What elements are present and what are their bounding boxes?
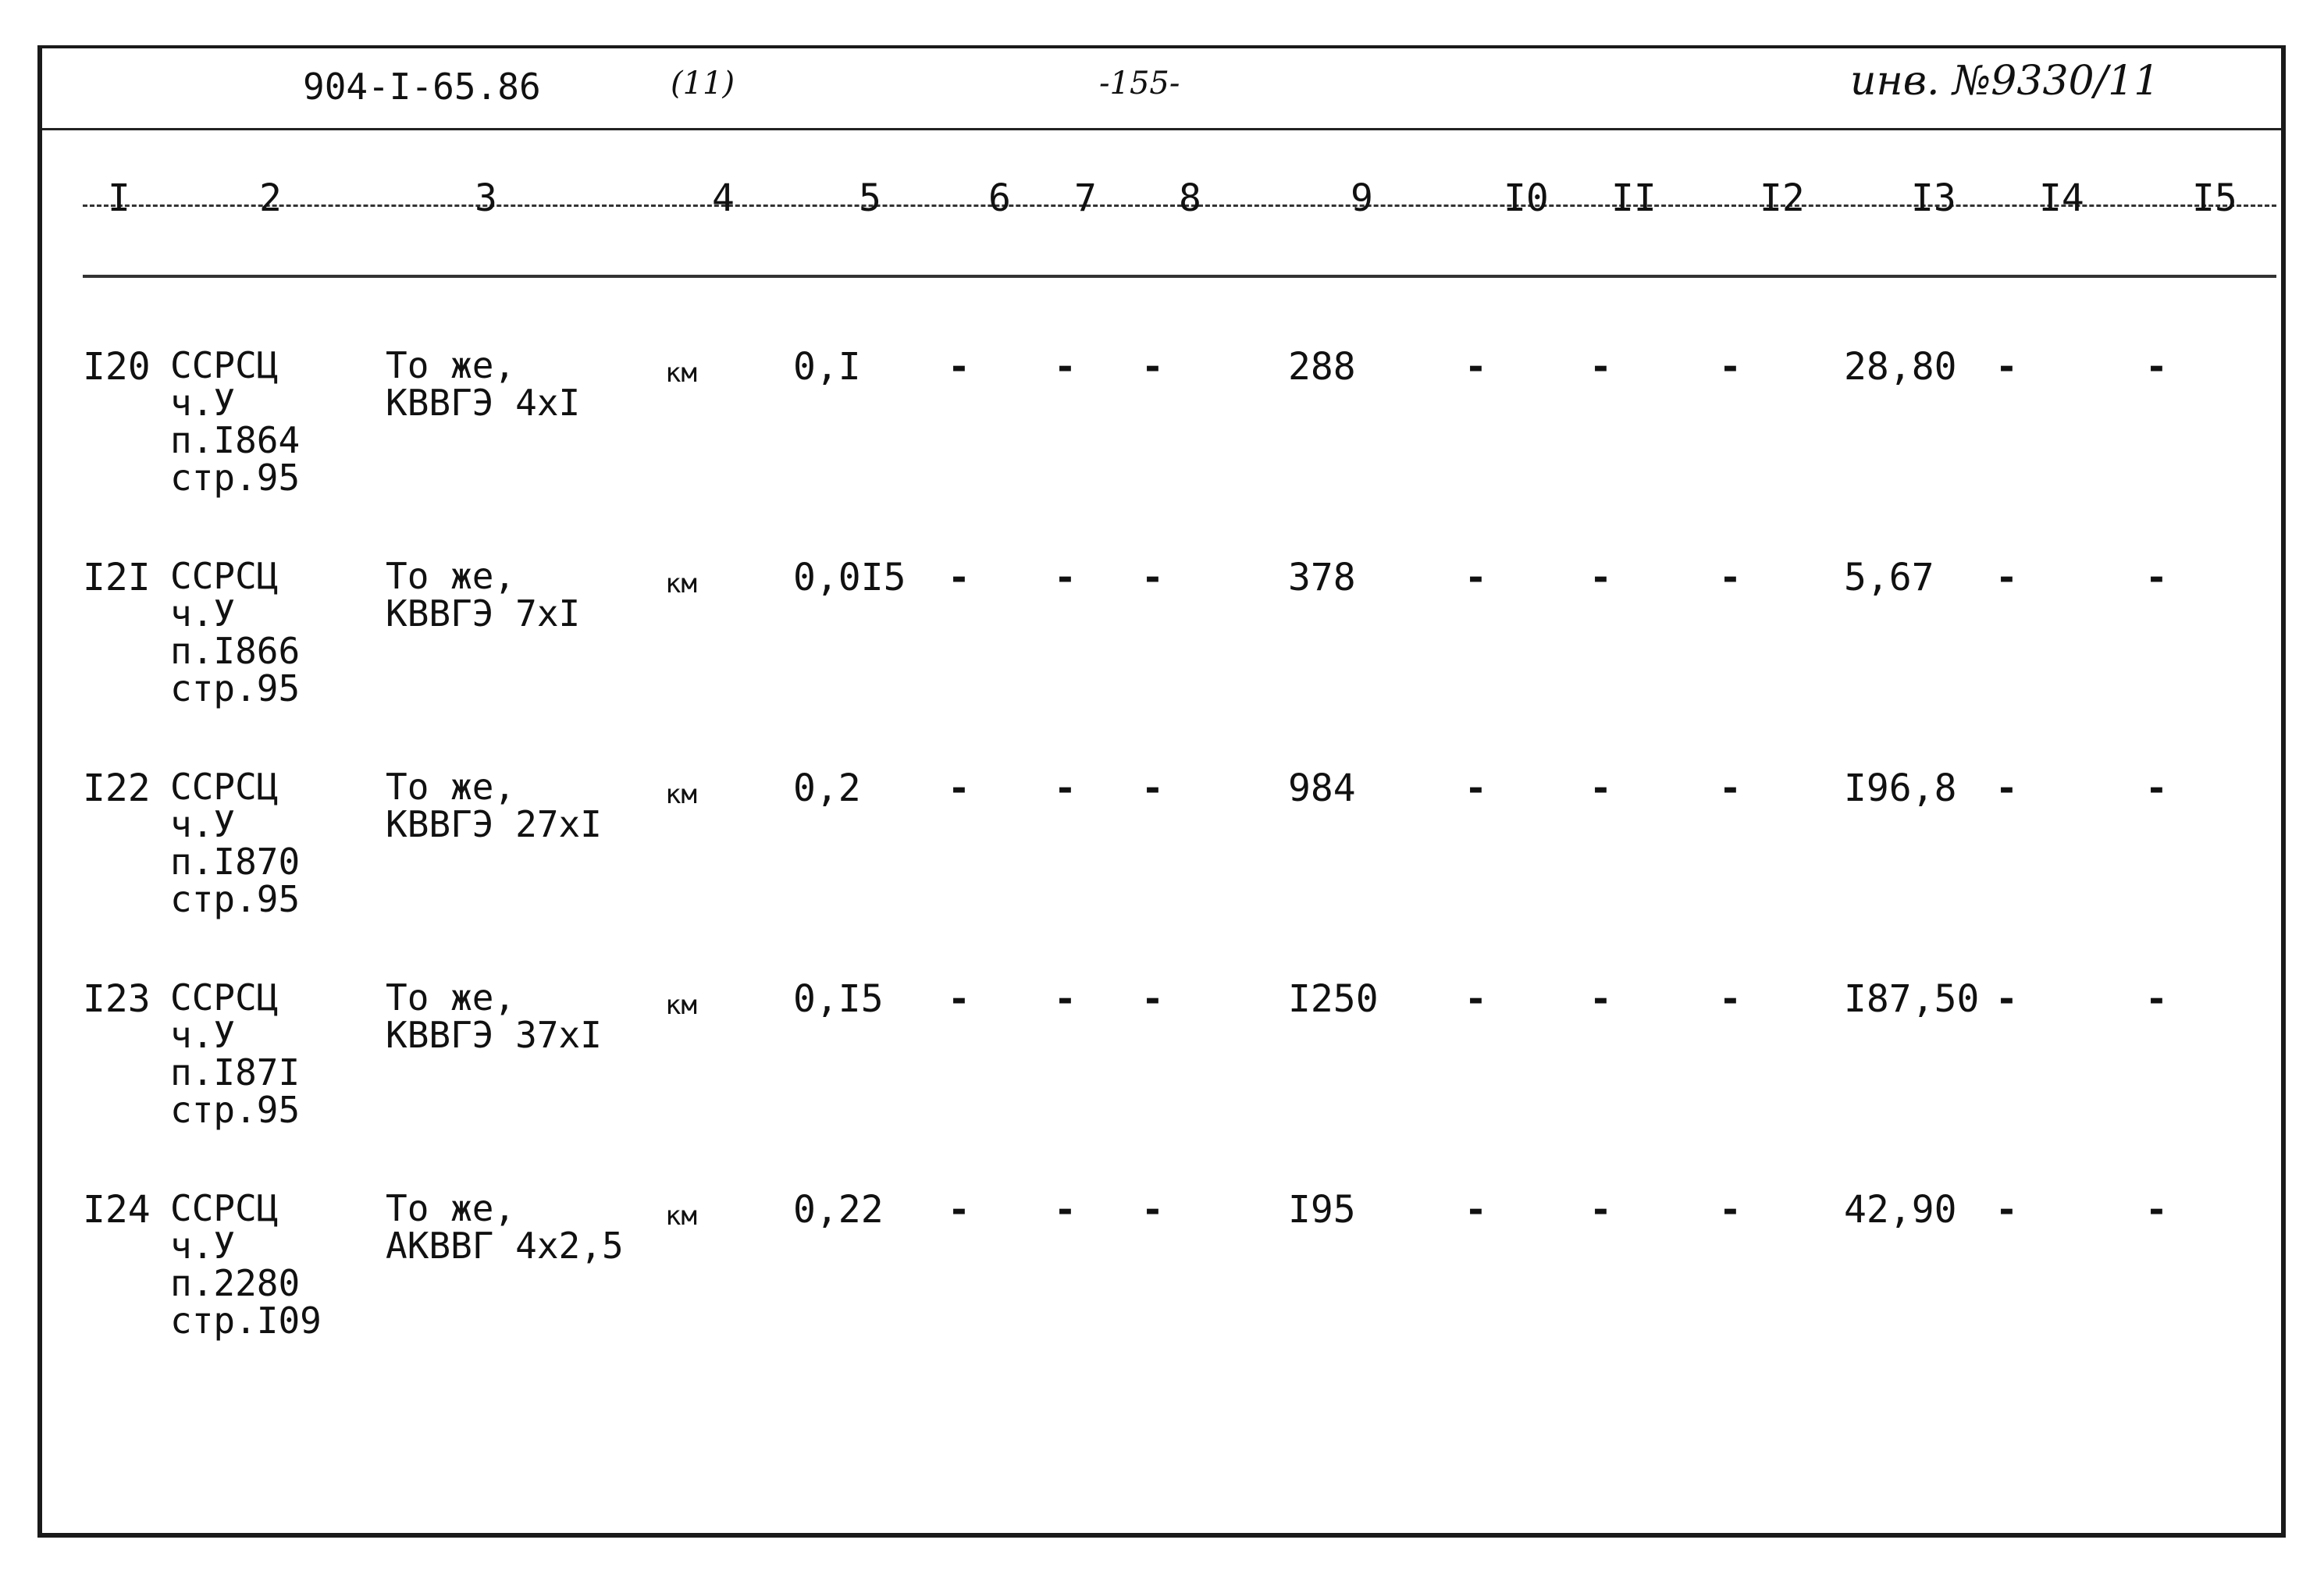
row-col-8: - xyxy=(1141,977,1164,1021)
row-unit: км xyxy=(665,1200,697,1232)
row-source: ССРСЦ ч.У п.I866 стр.95 xyxy=(170,555,301,709)
column-header-5: 5 xyxy=(859,176,881,220)
row-col-10: - xyxy=(1465,345,1487,389)
column-header-14: I4 xyxy=(2039,176,2084,220)
row-unit: км xyxy=(665,779,697,810)
row-col-6: - xyxy=(948,556,970,599)
row-col-14: - xyxy=(1995,345,2018,389)
row-number: I24 xyxy=(83,1188,151,1232)
row-unit-price: 288 xyxy=(1288,345,1356,389)
row-total: 28,80 xyxy=(1844,345,1957,389)
stamp-row xyxy=(42,48,2281,130)
row-col-11: - xyxy=(1589,1188,1612,1232)
row-unit: км xyxy=(665,357,697,389)
column-header-2: 2 xyxy=(259,176,282,220)
row-unit-price: I250 xyxy=(1288,977,1379,1021)
column-header-8: 8 xyxy=(1179,176,1201,220)
copy-number: (11) xyxy=(671,66,735,101)
column-header-7: 7 xyxy=(1074,176,1097,220)
row-source: ССРСЦ ч.У п.I87I стр.95 xyxy=(170,976,301,1131)
row-unit-price: 378 xyxy=(1288,556,1356,599)
row-col-6: - xyxy=(948,977,970,1021)
column-header-11: II xyxy=(1611,176,1657,220)
column-header-15: I5 xyxy=(2192,176,2237,220)
row-quantity: 0,0I5 xyxy=(793,556,906,599)
row-unit-price: I95 xyxy=(1288,1188,1356,1232)
row-number: I22 xyxy=(83,766,151,810)
row-material: То же, КВВГЭ 37хI xyxy=(386,976,602,1056)
row-material: То же, АКВВГ 4х2,5 xyxy=(386,1187,624,1267)
column-header-4: 4 xyxy=(712,176,735,220)
row-col-12: - xyxy=(1719,556,1742,599)
row-col-15: - xyxy=(2145,345,2168,389)
row-col-6: - xyxy=(948,345,970,389)
sheet-code: 904-I-65.86 xyxy=(303,66,541,108)
row-total: 5,67 xyxy=(1844,556,1934,599)
row-source: ССРСЦ ч.У п.I864 стр.95 xyxy=(170,344,301,499)
row-col-14: - xyxy=(1995,766,2018,810)
column-header-6: 6 xyxy=(988,176,1011,220)
row-unit: км xyxy=(665,990,697,1021)
row-col-7: - xyxy=(1054,1188,1077,1232)
row-quantity: 0,I xyxy=(793,345,861,389)
column-header-13: I3 xyxy=(1911,176,1956,220)
row-col-12: - xyxy=(1719,766,1742,810)
row-col-6: - xyxy=(948,1188,970,1232)
row-number: I2I xyxy=(83,556,151,599)
row-quantity: 0,I5 xyxy=(793,977,884,1021)
row-col-10: - xyxy=(1465,977,1487,1021)
row-material: То же, КВВГЭ 7хI xyxy=(386,555,581,635)
inventory-number: инв. №9330/11 xyxy=(1850,58,2160,105)
row-material: То же, КВВГЭ 27хI xyxy=(386,766,602,845)
row-col-6: - xyxy=(948,766,970,810)
row-col-8: - xyxy=(1141,1188,1164,1232)
row-total: I87,50 xyxy=(1844,977,1980,1021)
row-col-11: - xyxy=(1589,556,1612,599)
row-col-7: - xyxy=(1054,556,1077,599)
page-number: -155- xyxy=(1099,66,1180,101)
row-col-15: - xyxy=(2145,556,2168,599)
row-unit-price: 984 xyxy=(1288,766,1356,810)
column-header-3: 3 xyxy=(475,176,497,220)
row-total: 42,90 xyxy=(1844,1188,1957,1232)
row-material: То же, КВВГЭ 4хI xyxy=(386,344,581,424)
row-number: I23 xyxy=(83,977,151,1021)
row-col-8: - xyxy=(1141,345,1164,389)
row-col-12: - xyxy=(1719,977,1742,1021)
row-col-14: - xyxy=(1995,977,2018,1021)
row-col-12: - xyxy=(1719,1188,1742,1232)
header-bottom-rule xyxy=(83,275,2276,278)
column-header-9: 9 xyxy=(1351,176,1373,220)
row-col-11: - xyxy=(1589,766,1612,810)
row-col-8: - xyxy=(1141,556,1164,599)
row-quantity: 0,2 xyxy=(793,766,861,810)
row-number: I20 xyxy=(83,345,151,389)
row-col-7: - xyxy=(1054,345,1077,389)
row-total: I96,8 xyxy=(1844,766,1957,810)
row-quantity: 0,22 xyxy=(793,1188,884,1232)
row-col-11: - xyxy=(1589,345,1612,389)
row-col-10: - xyxy=(1465,556,1487,599)
row-unit: км xyxy=(665,568,697,599)
row-col-7: - xyxy=(1054,977,1077,1021)
row-col-10: - xyxy=(1465,1188,1487,1232)
row-col-11: - xyxy=(1589,977,1612,1021)
row-col-8: - xyxy=(1141,766,1164,810)
column-header-12: I2 xyxy=(1760,176,1805,220)
row-col-14: - xyxy=(1995,556,2018,599)
row-source: ССРСЦ ч.У п.2280 стр.I09 xyxy=(170,1187,322,1342)
row-source: ССРСЦ ч.У п.I870 стр.95 xyxy=(170,766,301,920)
row-col-12: - xyxy=(1719,345,1742,389)
row-col-15: - xyxy=(2145,977,2168,1021)
row-col-15: - xyxy=(2145,766,2168,810)
row-col-15: - xyxy=(2145,1188,2168,1232)
row-col-14: - xyxy=(1995,1188,2018,1232)
row-col-10: - xyxy=(1465,766,1487,810)
column-header-1: I xyxy=(108,176,130,220)
column-header-10: I0 xyxy=(1504,176,1549,220)
row-col-7: - xyxy=(1054,766,1077,810)
